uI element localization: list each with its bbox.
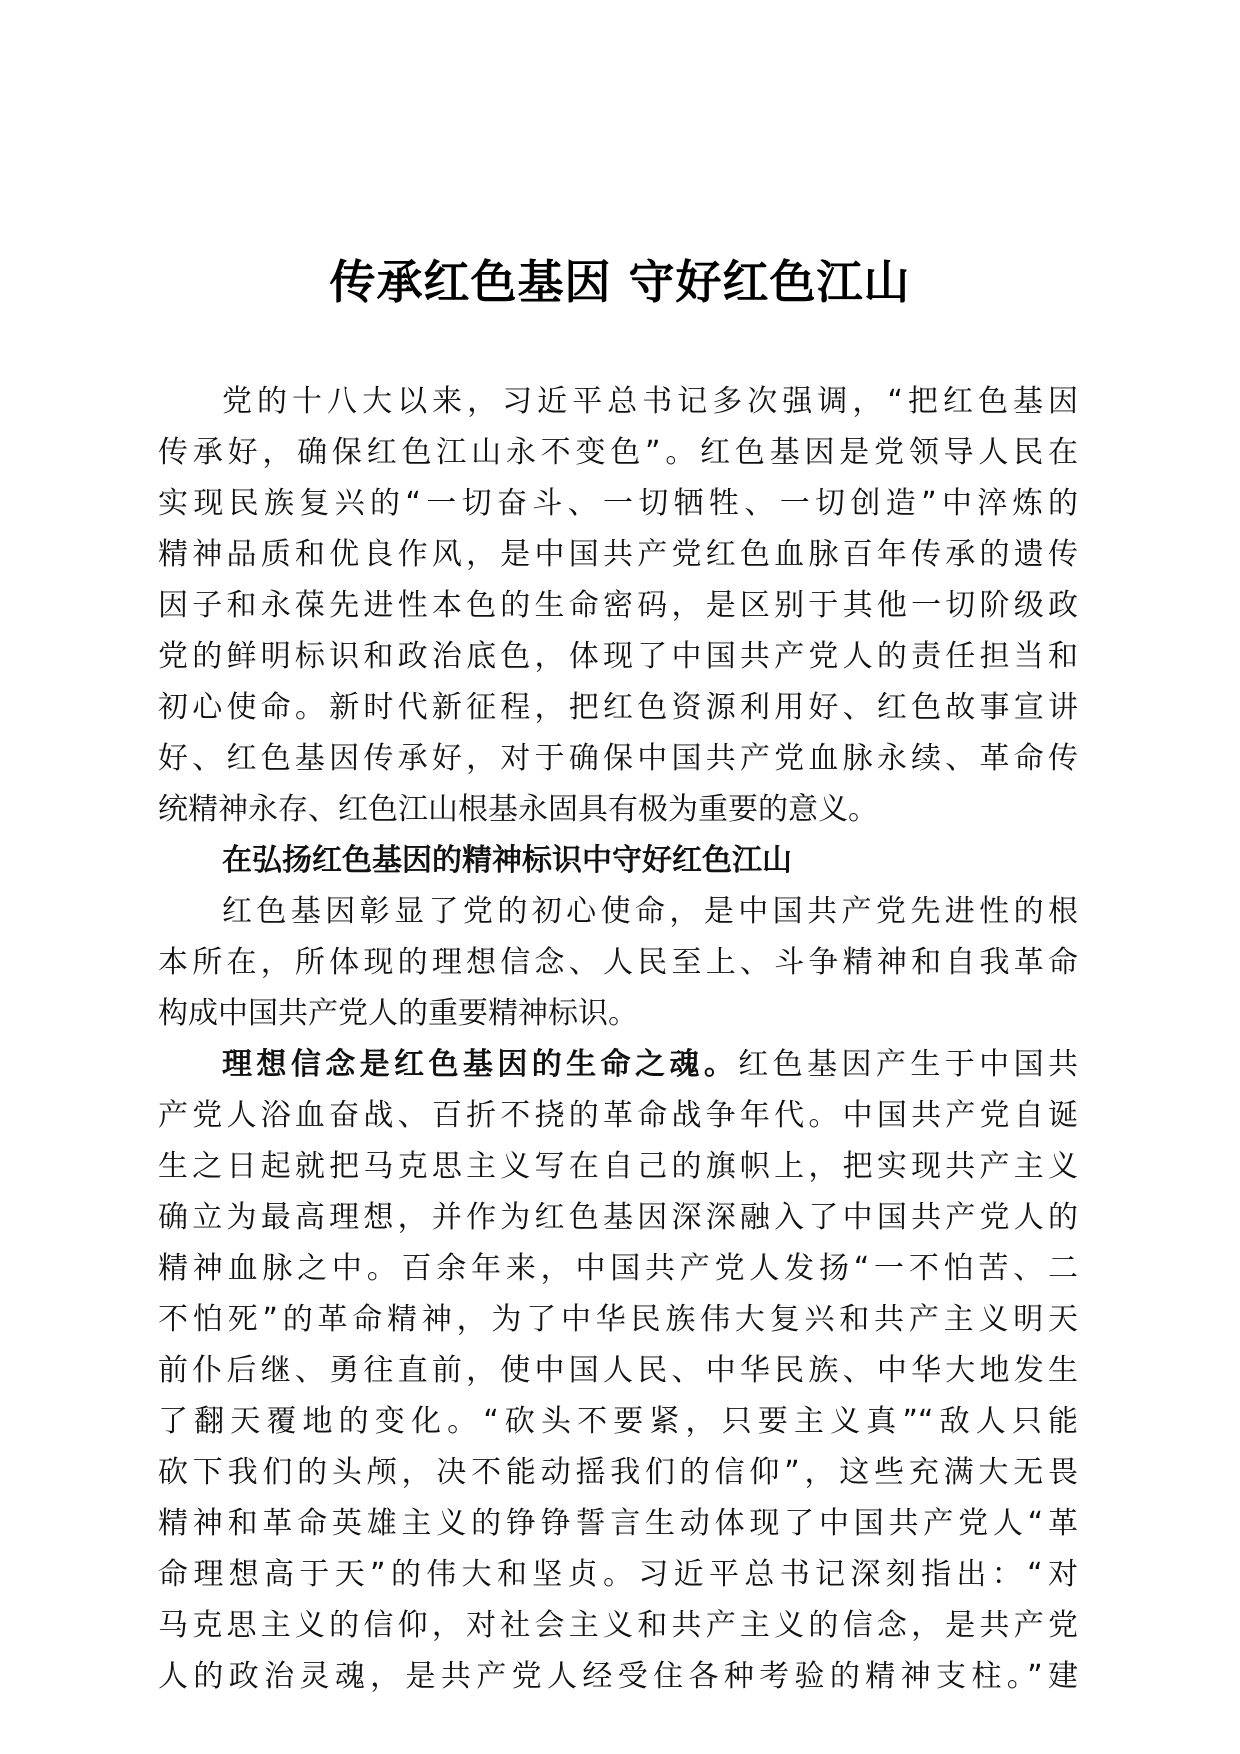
section-heading: 在弘扬红色基因的精神标识中守好红色江山 — [222, 843, 792, 878]
paragraph-line: 了翻天覆地的变化。“砍头不要紧，只要主义真”“敌人只能 — [158, 1404, 1078, 1439]
paragraph-line: 因子和永葆先进性本色的生命密码，是区别于其他一切阶级政 — [158, 588, 1078, 623]
paragraph-line: 党的鲜明标识和政治底色，体现了中国共产党人的责任担当和 — [158, 639, 1078, 674]
paragraph-line: 命理想高于天”的伟大和坚贞。习近平总书记深刻指出：“对 — [158, 1557, 1078, 1592]
paragraph-line: 统精神永存、红色江山根基永固具有极为重要的意义。 — [158, 792, 878, 827]
paragraph-line: 马克思主义的信仰，对社会主义和共产主义的信念，是共产党 — [158, 1608, 1078, 1643]
paragraph-first-line-rest: 红色基因产生于中国共 — [738, 1047, 1078, 1082]
paragraph-line: 传承好，确保红色江山永不变色”。红色基因是党领导人民在 — [158, 435, 1078, 470]
paragraph-line: 生之日起就把马克思主义写在自己的旗帜上，把实现共产主义 — [158, 1149, 1078, 1184]
paragraph-genes — [158, 886, 1078, 1039]
paragraph-line: 实现民族复兴的“一切奋斗、一切牺牲、一切创造”中淬炼的 — [158, 486, 1078, 521]
paragraph-line: 党的十八大以来，习近平总书记多次强调，“把红色基因 — [222, 384, 1078, 419]
document-title: 传承红色基因 守好红色江山 — [329, 255, 911, 309]
paragraph-line: 人的政治灵魂，是共产党人经受住各种考验的精神支柱。”建 — [158, 1659, 1078, 1694]
paragraph-line: 构成中国共产党人的重要精神标识。 — [158, 996, 638, 1031]
paragraph-line: 不怕死”的革命精神，为了中华民族伟大复兴和共产主义明天 — [158, 1302, 1078, 1337]
paragraph-intro — [158, 376, 1078, 835]
document-body — [158, 376, 1078, 1702]
paragraph-line: 好、红色基因传承好，对于确保中国共产党血脉永续、革命传 — [158, 741, 1078, 776]
paragraph-line: 初心使命。新时代新征程，把红色资源利用好、红色故事宣讲 — [158, 690, 1078, 725]
paragraph-line: 精神品质和优良作风，是中国共产党红色血脉百年传承的遗传 — [158, 537, 1078, 572]
paragraph-line: 精神血脉之中。百余年来，中国共产党人发扬“一不怕苦、二 — [158, 1251, 1078, 1286]
paragraph-line: 产党人浴血奋战、百折不挠的革命战争年代。中国共产党自诞 — [158, 1098, 1078, 1133]
paragraph-ideals — [158, 1039, 1078, 1702]
paragraph-line: 砍下我们的头颅，决不能动摇我们的信仰”，这些充满大无畏 — [158, 1455, 1078, 1490]
paragraph-line: 红色基因彰显了党的初心使命，是中国共产党先进性的根 — [222, 894, 1078, 929]
paragraph-line: 前仆后继、勇往直前，使中国人民、中华民族、中华大地发生 — [158, 1353, 1078, 1388]
paragraph-first-line — [158, 1039, 1078, 1090]
paragraph-line: 确立为最高理想，并作为红色基因深深融入了中国共产党人的 — [158, 1200, 1078, 1235]
paragraph-line: 精神和革命英雄主义的铮铮誓言生动体现了中国共产党人“革 — [158, 1506, 1078, 1541]
paragraph-line: 本所在，所体现的理想信念、人民至上、斗争精神和自我革命 — [158, 945, 1078, 980]
paragraph-lead: 理想信念是红色基因的生命之魂。 — [222, 1047, 739, 1082]
